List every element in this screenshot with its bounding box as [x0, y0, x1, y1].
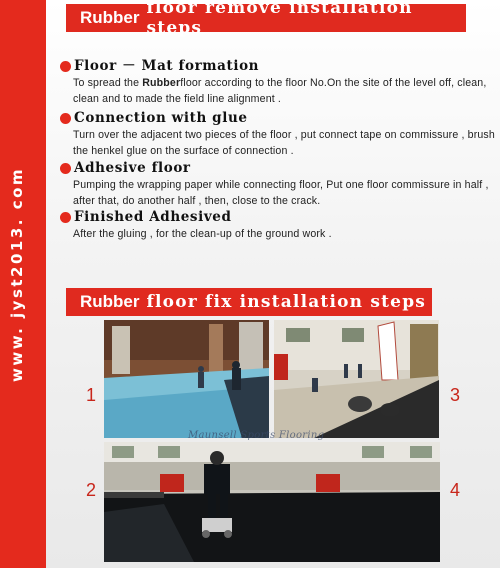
step-title: Connection with glue	[74, 110, 248, 126]
photo-step-2-4	[104, 442, 440, 562]
step-floor-mat-formation	[60, 58, 496, 107]
photo-2-4-illustration	[104, 442, 440, 562]
remove-steps-banner	[66, 0, 466, 38]
photo-3-illustration	[274, 320, 439, 438]
photo-step-1	[104, 320, 269, 438]
step-title: Floor － Mat formation	[74, 58, 260, 74]
banner-title: floor remove installation steps	[146, 0, 413, 38]
step-description: Pumping the wrapping paper while connecting floor, Put one floor commissure in half , after that, do another half , then, close to the crack.	[73, 179, 489, 207]
watermark-text: Maunsell Sports Flooring	[188, 430, 325, 441]
red-bullet-icon	[60, 163, 71, 174]
step-description: To spread the Rubberfloor according to the floor No.On the site of the level off, clean, clean and to made the field line alignment .	[73, 77, 487, 105]
step-title: Adhesive floor	[74, 160, 191, 176]
banner-brand: Rubber	[80, 292, 140, 311]
photo-number-3: 3	[450, 385, 461, 405]
red-bullet-icon	[60, 113, 71, 124]
photo-number-4: 4	[450, 480, 461, 500]
step-title: Finished Adhesived	[74, 209, 232, 225]
photo-number-2: 2	[86, 480, 97, 500]
banner-title: floor fix installation steps	[146, 292, 427, 312]
website-url: www. jyst2013. com	[8, 166, 26, 382]
photo-1-illustration	[104, 320, 269, 438]
step-connection-with-glue	[60, 110, 496, 159]
step-finished-adhesived	[60, 209, 496, 242]
red-bullet-icon	[60, 61, 71, 72]
step-description: Turn over the adjacent two pieces of the floor , put connect tape on commissure , brush the henkel glue on the surface of connection .	[73, 129, 495, 157]
photo-step-3	[274, 320, 439, 438]
red-bullet-icon	[60, 212, 71, 223]
banner-brand: Rubber	[80, 8, 140, 27]
step-adhesive-floor	[60, 160, 496, 209]
step-description: After the gluing , for the clean-up of the ground work .	[73, 228, 332, 240]
photo-number-1: 1	[86, 385, 97, 405]
left-red-sidebar	[0, 0, 46, 568]
fix-steps-banner	[66, 288, 432, 316]
